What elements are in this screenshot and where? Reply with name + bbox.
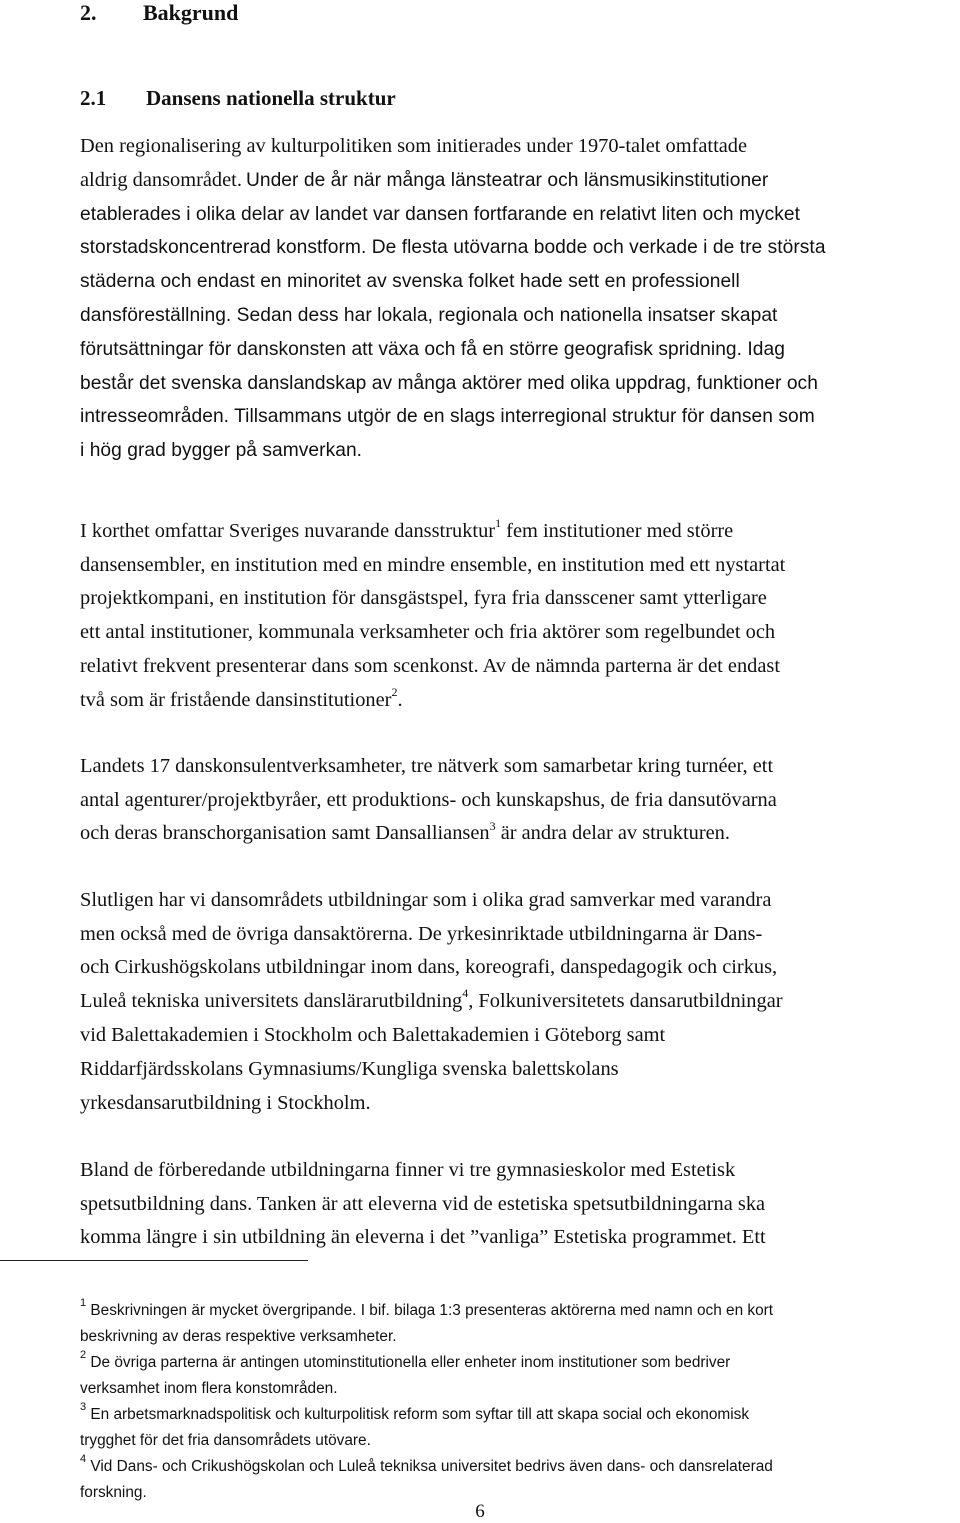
- footnote-ref-1[interactable]: 1: [495, 516, 502, 530]
- paragraph-4: [80, 850, 960, 1120]
- subsection-heading: [80, 84, 396, 112]
- footnote-mark-1: 1: [80, 1296, 87, 1309]
- paragraph-4-part-a: Slutligen har vi dansområdets utbildningar som i olika grad samverkar med varandra men också med de övriga dansaktörerna. De yrkesinriktade utbildningarna är Dans- och Cirkushögskolans utbildningar inom dans, koreografi, danspedagogik och cirkus, Luleå tekniska universitets danslärarutbildning: [80, 888, 778, 1013]
- footnote-text-1: Beskrivningen är mycket övergripande. I bif. bilaga 1:3 presenteras aktörerna med namn och en kort beskrivning av deras respektive verksamheter.: [80, 1302, 774, 1345]
- paragraph-2-part-a: I korthet omfattar Sveriges nuvarande dansstruktur: [80, 519, 496, 542]
- paragraph-1: [80, 112, 960, 468]
- footnote-text-2: De övriga parterna är antingen utominstitutionella eller enheter inom institutioner som bedriver verksamhet inom flera konstområden.: [80, 1354, 731, 1397]
- paragraph-2-part-c: .: [397, 688, 403, 711]
- footnote-text-4: Vid Dans- och Crikushögskolan och Luleå tekniksa universitet bedrivs även dans- och dansrelaterad forskning.: [80, 1458, 773, 1501]
- subsection-title: Dansens nationella struktur: [146, 86, 396, 110]
- paragraph-5-text: Bland de förberedande utbildningarna finner vi tre gymnasieskolor med Estetisk spetsutbildning dans. Tanken är att eleverna vid de estetiska spetsutbildningarna ska komma längre i sin utbildning än eleverna i det ”vanliga” Estetiska programmet. Ett: [80, 1158, 766, 1249]
- page-number: 6: [475, 1501, 485, 1522]
- paragraph-3-part-a: Landets 17 danskonsulentverksamheter, tre nätverk som samarbetar kring turnéer, ett antal agenturer/projektbyråer, ett produktions- och kunskapshus, de fria dansutövarna och deras branschorganisation samt Dansalliansen: [80, 754, 777, 845]
- paragraph-2: [80, 481, 960, 718]
- footnote-mark-3: 3: [80, 1400, 87, 1413]
- footnote-mark-4: 4: [80, 1452, 87, 1465]
- paragraph-3: [80, 716, 960, 851]
- footnote-ref-3[interactable]: 3: [489, 818, 496, 833]
- footnote-4: [80, 1428, 960, 1506]
- footnote-text-3: En arbetsmarknadspolitisk och kulturpolitisk reform som syftar till att skapa social och ekonomisk trygghet för det fria dansområdets utövare.: [80, 1406, 750, 1449]
- paragraph-4-part-b: , Folkuniversitetets dansarutbildningar vid Balettakademien i Stockholm och Balettakademien i Göteborg samt Riddarfjärdsskolans Gymnasiums/Kungliga svenska balettskolans yrkesdansarutbildning i Stockholm.: [80, 990, 783, 1114]
- footnote-mark-2: 2: [80, 1348, 87, 1361]
- footnote-separator: [0, 1260, 308, 1261]
- footnote-ref-2[interactable]: 2: [391, 684, 398, 699]
- paragraph-5: [80, 1120, 960, 1255]
- subsection-number: 2.1: [80, 86, 107, 110]
- section-title: Bakgrund: [143, 0, 239, 25]
- section-heading: [80, 0, 238, 26]
- paragraph-2-part-b: fem institutioner med större dansensembler, en institution med en mindre ensemble, en institution med ett nystartat projektkompani, en institution för dansgästspel, fyra fria dansscener samt ytterligare ett antal institutioner, kommunala verksamheter och fria aktörer som regelbundet och relativt frekvent presenterar dans som scenkonst. Av de nämnda parterna är det endast två som är fristående dansinstitutioner: [80, 519, 786, 711]
- section-number: 2.: [80, 0, 97, 25]
- footnote-ref-4[interactable]: 4: [462, 986, 469, 1001]
- paragraph-3-part-b: är andra delar av strukturen.: [495, 822, 730, 845]
- paragraph-1-intro: Den regionalisering av kulturpolitiken som initierades under 1970-talet omfattade aldrig dansområdet.: [80, 135, 748, 191]
- paragraph-1-body: Under de år när många länsteatrar och länsmusikinstitutioner etablerades i olika delar av landet var dansen fortfarande en relativt liten och mycket storstadskoncentrerad konstform. De flesta utövarna bodde och verkade i de tre största städerna och endast en minoritet av svenska folket hade sett en professionell dansföreställning. Sedan dess har lokala, regionala och nationella insatser skapat förutsättningar för danskonsten att växa och få en större geografisk spridning. Idag består det svenska danslandskap av många aktörer med olika uppdrag, funktioner och intresseområden. Tillsammans utgör de en slags interregional struktur för dansen som i hög grad bygger på samverkan.: [80, 169, 826, 462]
